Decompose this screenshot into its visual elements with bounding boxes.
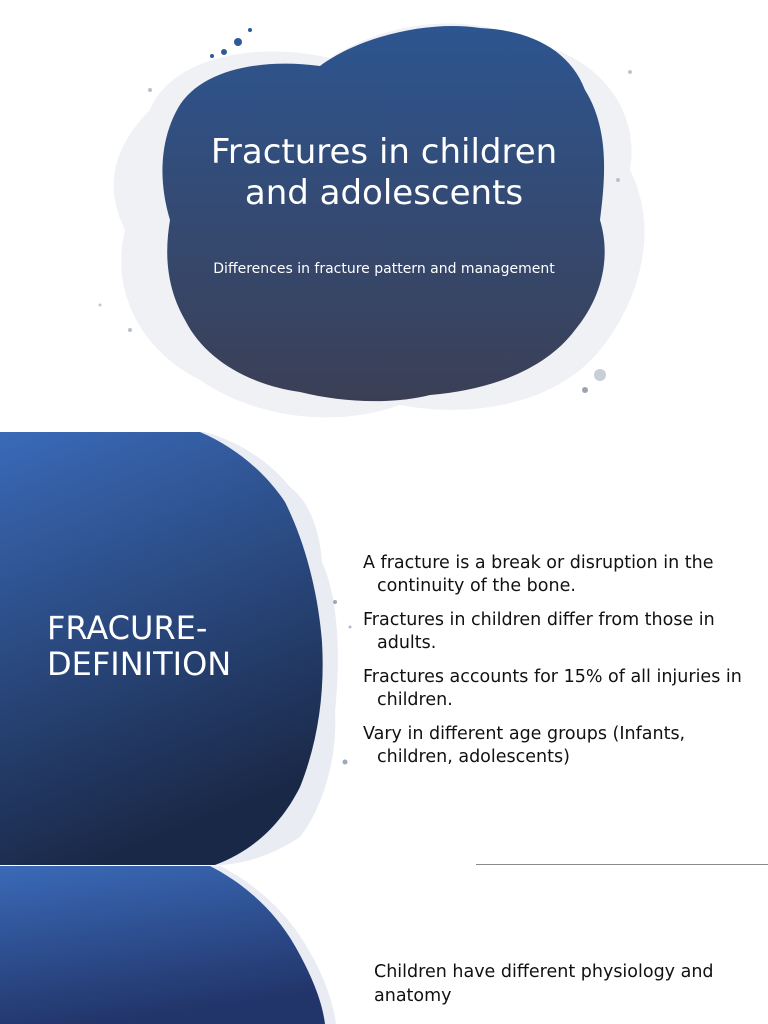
bullet-item: A fracture is a break or disruption in the continuity of the bone. [363, 553, 714, 596]
physiology-slide [0, 866, 768, 1024]
bullet-item: Fractures accounts for 15% of all injuries in children. [363, 667, 742, 710]
presentation-title: Fractures in children and adolescents [210, 132, 558, 213]
definition-slide [0, 432, 768, 865]
title-slide [0, 0, 768, 432]
slide-title: FRACURE-DEFINITION [47, 609, 232, 683]
slide-divider [476, 864, 768, 865]
bullet-item: Fractures in children differ from those in adults. [363, 610, 715, 653]
presentation-subtitle: Differences in fracture pattern and management [213, 261, 555, 277]
slide-body-text: Children have different physiology and anatomy [374, 962, 714, 1006]
paint-splash-background [0, 0, 768, 432]
definition-bullet-list [363, 552, 743, 780]
bullet-item: Vary in different age groups (Infants, children, adolescents) [363, 724, 686, 767]
